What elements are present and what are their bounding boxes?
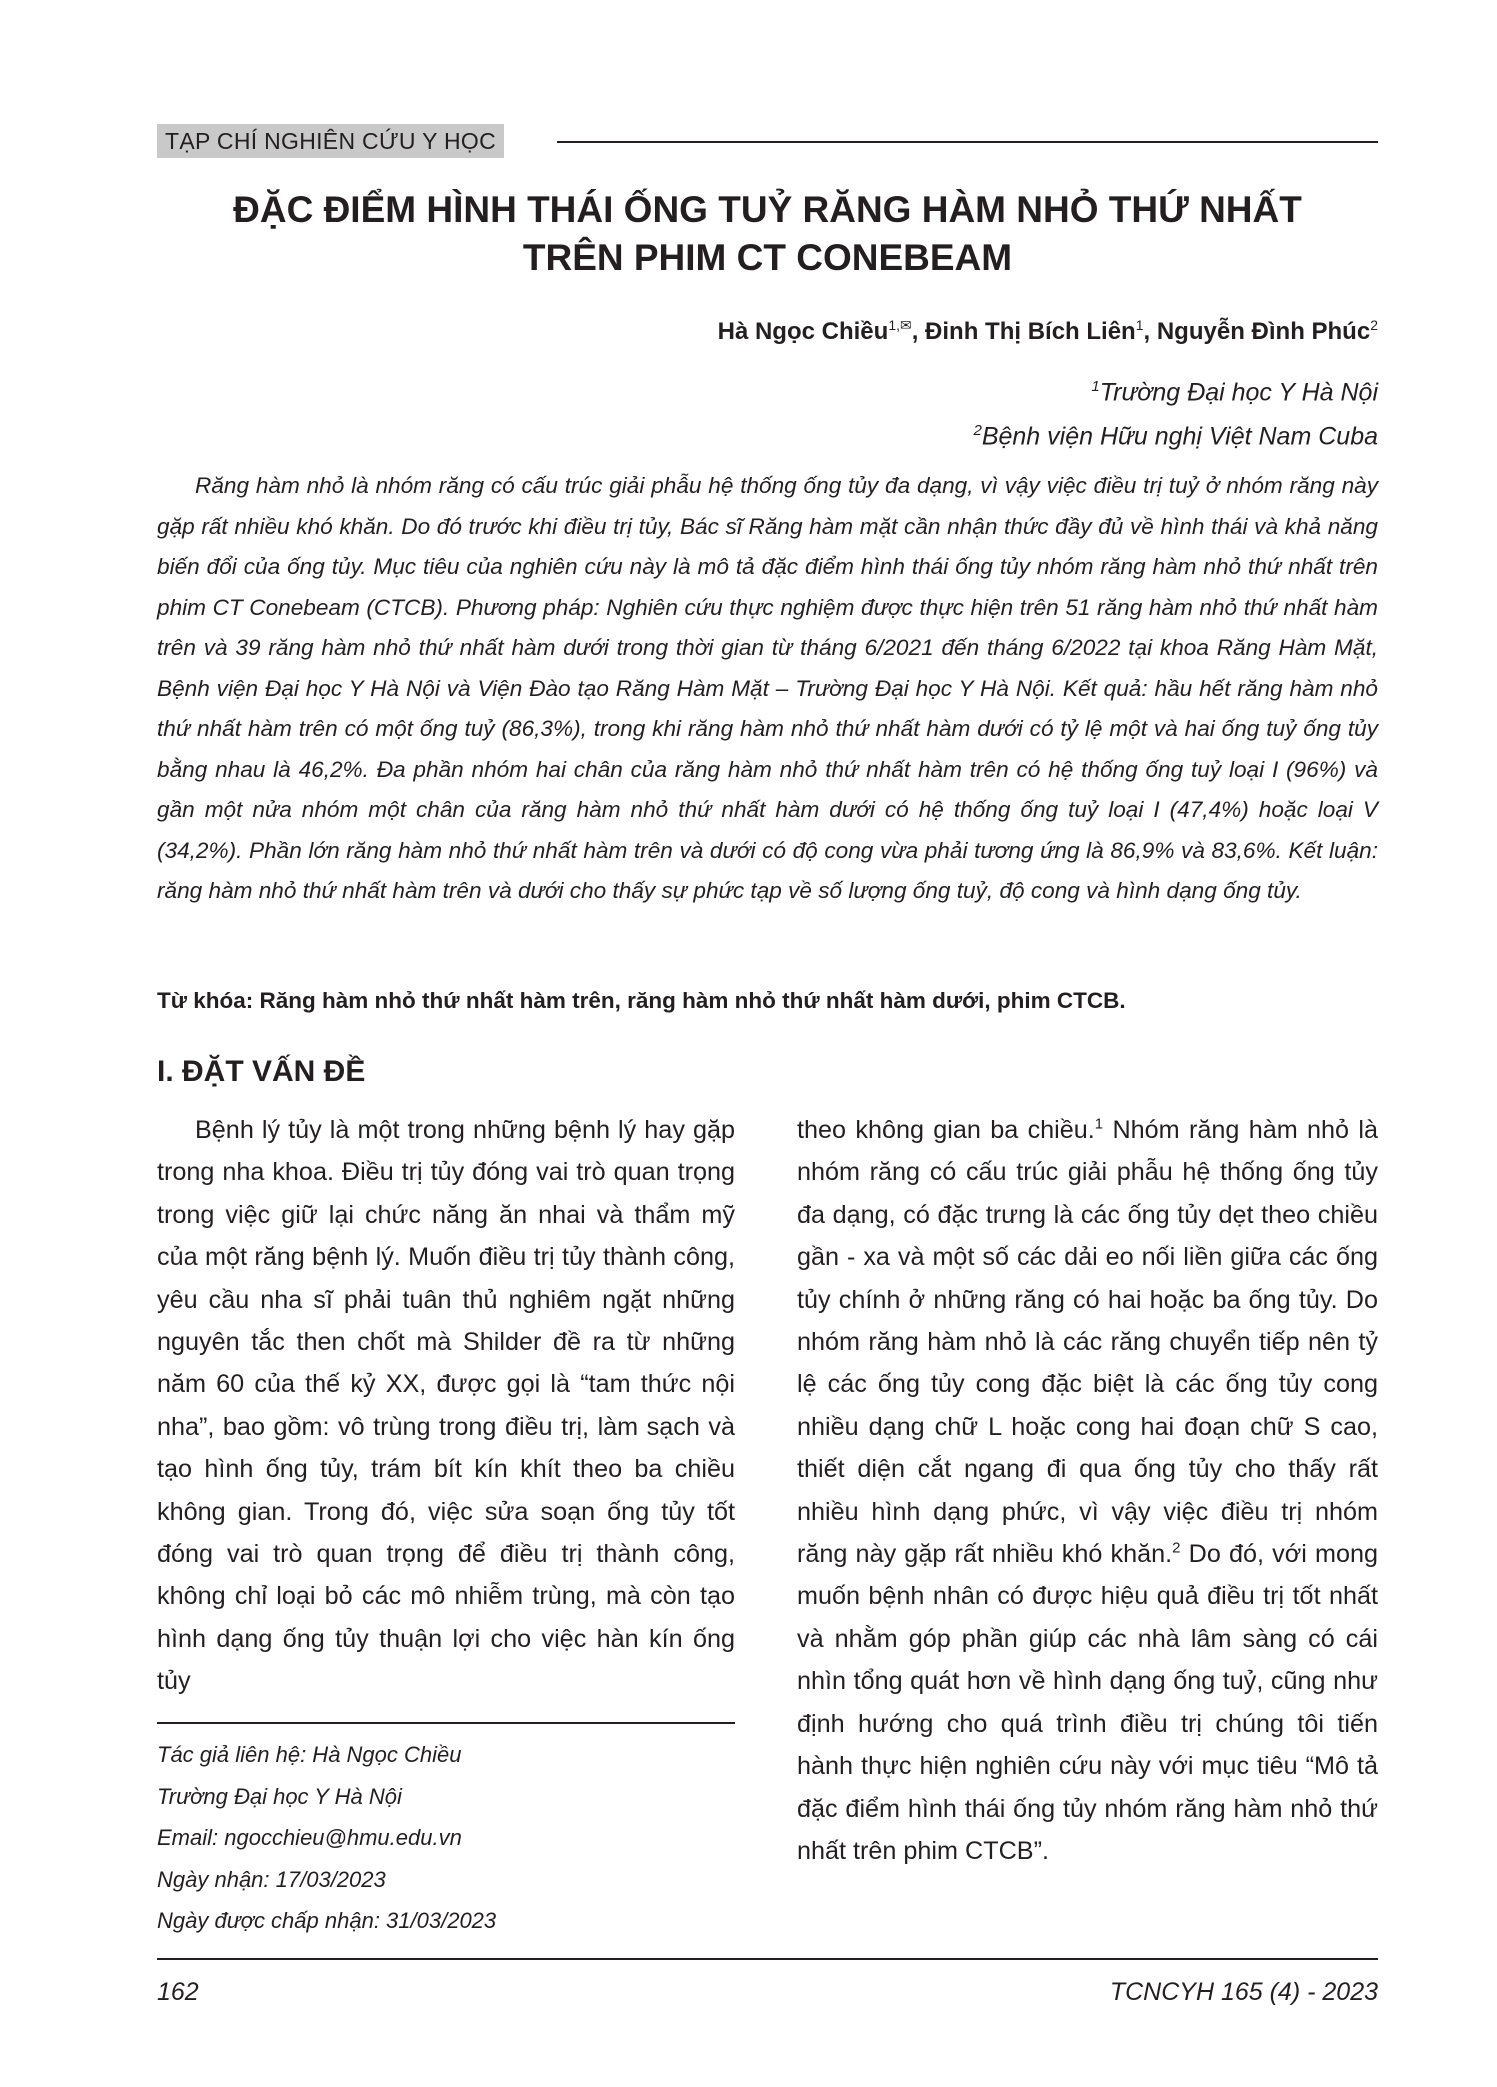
footnote-rule bbox=[157, 1722, 735, 1724]
right-text-1: theo không gian ba chiều. bbox=[797, 1116, 1095, 1144]
article-title bbox=[157, 186, 1378, 282]
footnote-accepted: Ngày được chấp nhận: 31/03/2023 bbox=[157, 1908, 497, 1933]
author-list bbox=[718, 310, 1378, 347]
affiliation-1-sup: 1 bbox=[1091, 378, 1100, 395]
author-2-sup: 1 bbox=[1135, 317, 1144, 333]
author-2: , Đinh Thị Bích Liên bbox=[911, 318, 1136, 345]
author-1: Hà Ngọc Chiều bbox=[717, 318, 889, 345]
journal-reference: TCNCYH 165 (4) - 2023 bbox=[1109, 1978, 1378, 2006]
affiliation-2-text: Bệnh viện Hữu nghị Việt Nam Cuba bbox=[981, 422, 1378, 451]
abstract: Răng hàm nhỏ là nhóm răng có cấu trúc giải phẫu hệ thống ống tủy đa dạng, vì vậy việc điều trị tuỷ ở nhóm răng này gặp rất nhiều khó khăn. Do đó trước khi điều trị tủy, Bác sĩ Răng hàm mặt cần nhận thức đầy đủ về hình thái và khả năng biến đổi của ống tủy. Mục tiêu của nghiên cứu này là mô tả đặc điểm hình thái ống tủy nhóm răng hàm nhỏ thứ nhất trên phim CT Conebeam (CTCB). Phương pháp: Nghiên cứu thực nghiệm được thực hiện trên 51 răng hàm nhỏ thứ nhất hàm trên và 39 răng hàm nhỏ thứ nhất hàm dưới trong thời gian từ tháng 6/2021 đến tháng 6/2022 tại khoa Răng Hàm Mặt, Bệnh viện Đại học Y Hà Nội và Viện Đào tạo Răng Hàm Mặt – Trường Đại học Y Hà Nội. Kết quả: hầu hết răng hàm nhỏ thứ nhất hàm trên có một ống tuỷ (86,3%), trong khi răng hàm nhỏ thứ nhất hàm dưới có tỷ lệ một và hai ống tuỷ ống tủy bằng nhau là 46,2%. Đa phần nhóm hai chân của răng hàm nhỏ thứ nhất hàm trên có hệ thống ống tuỷ loại I (96%) và gần một nửa nhóm một chân của răng hàm nhỏ thứ nhất hàm dưới có hệ thống ống tuỷ loại I (47,4%) hoặc loại V (34,2%). Phần lớn răng hàm nhỏ thứ nhất hàm trên và dưới có độ cong vừa phải tương ứng là 86,9% và 83,6%. Kết luận: răng hàm nhỏ thứ nhất hàm trên và dưới cho thấy sự phức tạp về số lượng ống tuỷ, độ cong và hình dạng ống tủy. bbox=[157, 473, 1378, 903]
footnote-email: Email: ngocchieu@hmu.edu.vn bbox=[157, 1825, 462, 1850]
keywords: Từ khóa: Răng hàm nhỏ thứ nhất hàm trên, răng hàm nhỏ thứ nhất hàm dưới, phim CTCB. bbox=[157, 988, 1126, 1013]
right-text-3: Do đó, với mong muốn bệnh nhân có được hiệu quả điều trị tốt nhất và nhằm góp phần giúp các nhà lâm sàng có cái nhìn tổng quát hơn về hình dạng ống tuỷ, cũng như định hướng cho quá trình điều trị chúng tôi tiến hành thực hiện nghiên cứu này với mục tiêu “Mô tả đặc điểm hình thái ống tủy nhóm răng hàm nhỏ thứ nhất trên phim CTCB”. bbox=[797, 1540, 1378, 1865]
journal-name: TẠP CHÍ NGHIÊN CỨU Y HỌC bbox=[157, 124, 504, 158]
citation-1: 1 bbox=[1094, 1115, 1104, 1133]
footnote-institution: Trường Đại học Y Hà Nội bbox=[157, 1783, 402, 1809]
header-rule bbox=[557, 141, 1378, 143]
affiliation-2-sup: 2 bbox=[973, 422, 982, 439]
journal-header bbox=[157, 124, 1378, 158]
body-right-column bbox=[797, 1109, 1378, 1872]
footnote-received: Ngày nhận: 17/03/2023 bbox=[157, 1866, 386, 1892]
footer-rule bbox=[157, 1958, 1378, 1960]
author-3-sup: 2 bbox=[1370, 317, 1378, 333]
page-number: 162 bbox=[157, 1978, 199, 2006]
title-line-2: TRÊN PHIM CT CONEBEAM bbox=[522, 237, 1013, 278]
title-line-1: ĐẶC ĐIỂM HÌNH THÁI ỐNG TUỶ RĂNG HÀM NHỎ THỨ NHẤT bbox=[233, 189, 1302, 230]
right-text-2: Nhóm răng hàm nhỏ là nhóm răng có cấu trúc giải phẫu hệ thống ống tủy đa dạng, có đặc trưng là các ống tủy dẹt theo chiều gần - xa và một số các dải eo nối liền giữa các ống tủy chính ở những răng có hai hoặc ba ống tủy. Do nhóm răng hàm nhỏ là các răng chuyển tiếp nên tỷ lệ các ống tủy cong đặc biệt là các ống tủy cong nhiều dạng chữ L hoặc cong hai đoạn chữ S cao, thiết diện cắt ngang đi qua ống tủy cho thấy rất nhiều hình dạng phức, vì vậy việc điều trị nhóm răng này gặp rất nhiều khó khăn. bbox=[797, 1116, 1378, 1569]
affiliation-1 bbox=[1091, 372, 1378, 407]
correspondence-footnote bbox=[157, 1734, 735, 1942]
author-3: , Nguyễn Đình Phúc bbox=[1143, 318, 1371, 345]
citation-2: 2 bbox=[1172, 1539, 1181, 1557]
footnote-contact: Tác giả liên hệ: Hà Ngọc Chiều bbox=[157, 1742, 462, 1767]
affiliation-1-text: Trường Đại học Y Hà Nội bbox=[1099, 378, 1378, 407]
body-left-column: Bệnh lý tủy là một trong những bệnh lý hay gặp trong nha khoa. Điều trị tủy đóng vai trò quan trọng trong việc giữ lại chức năng ăn nhai và thẩm mỹ của một răng bệnh lý. Muốn điều trị tủy thành công, yêu cầu nha sĩ phải tuân thủ nghiêm ngặt những nguyên tắc then chốt mà Shilder đề ra từ những năm 60 của thế kỷ XX, được gọi là “tam thức nội nha”, bao gồm: vô trùng trong điều trị, làm sạch và tạo hình ống tủy, trám bít kín khít theo ba chiều không gian. Trong đó, việc sửa soạn ống tủy tốt đóng vai trò quan trọng để điều trị thành công, không chỉ loại bỏ các mô nhiễm trùng, mà còn tạo hình dạng ống tủy thuận lợi cho việc hàn kín ống tủy bbox=[157, 1116, 735, 1696]
author-1-sup: 1,✉ bbox=[888, 317, 912, 333]
affiliation-2 bbox=[973, 416, 1378, 451]
section-heading: I. ĐẶT VẤN ĐỀ bbox=[157, 1055, 366, 1088]
